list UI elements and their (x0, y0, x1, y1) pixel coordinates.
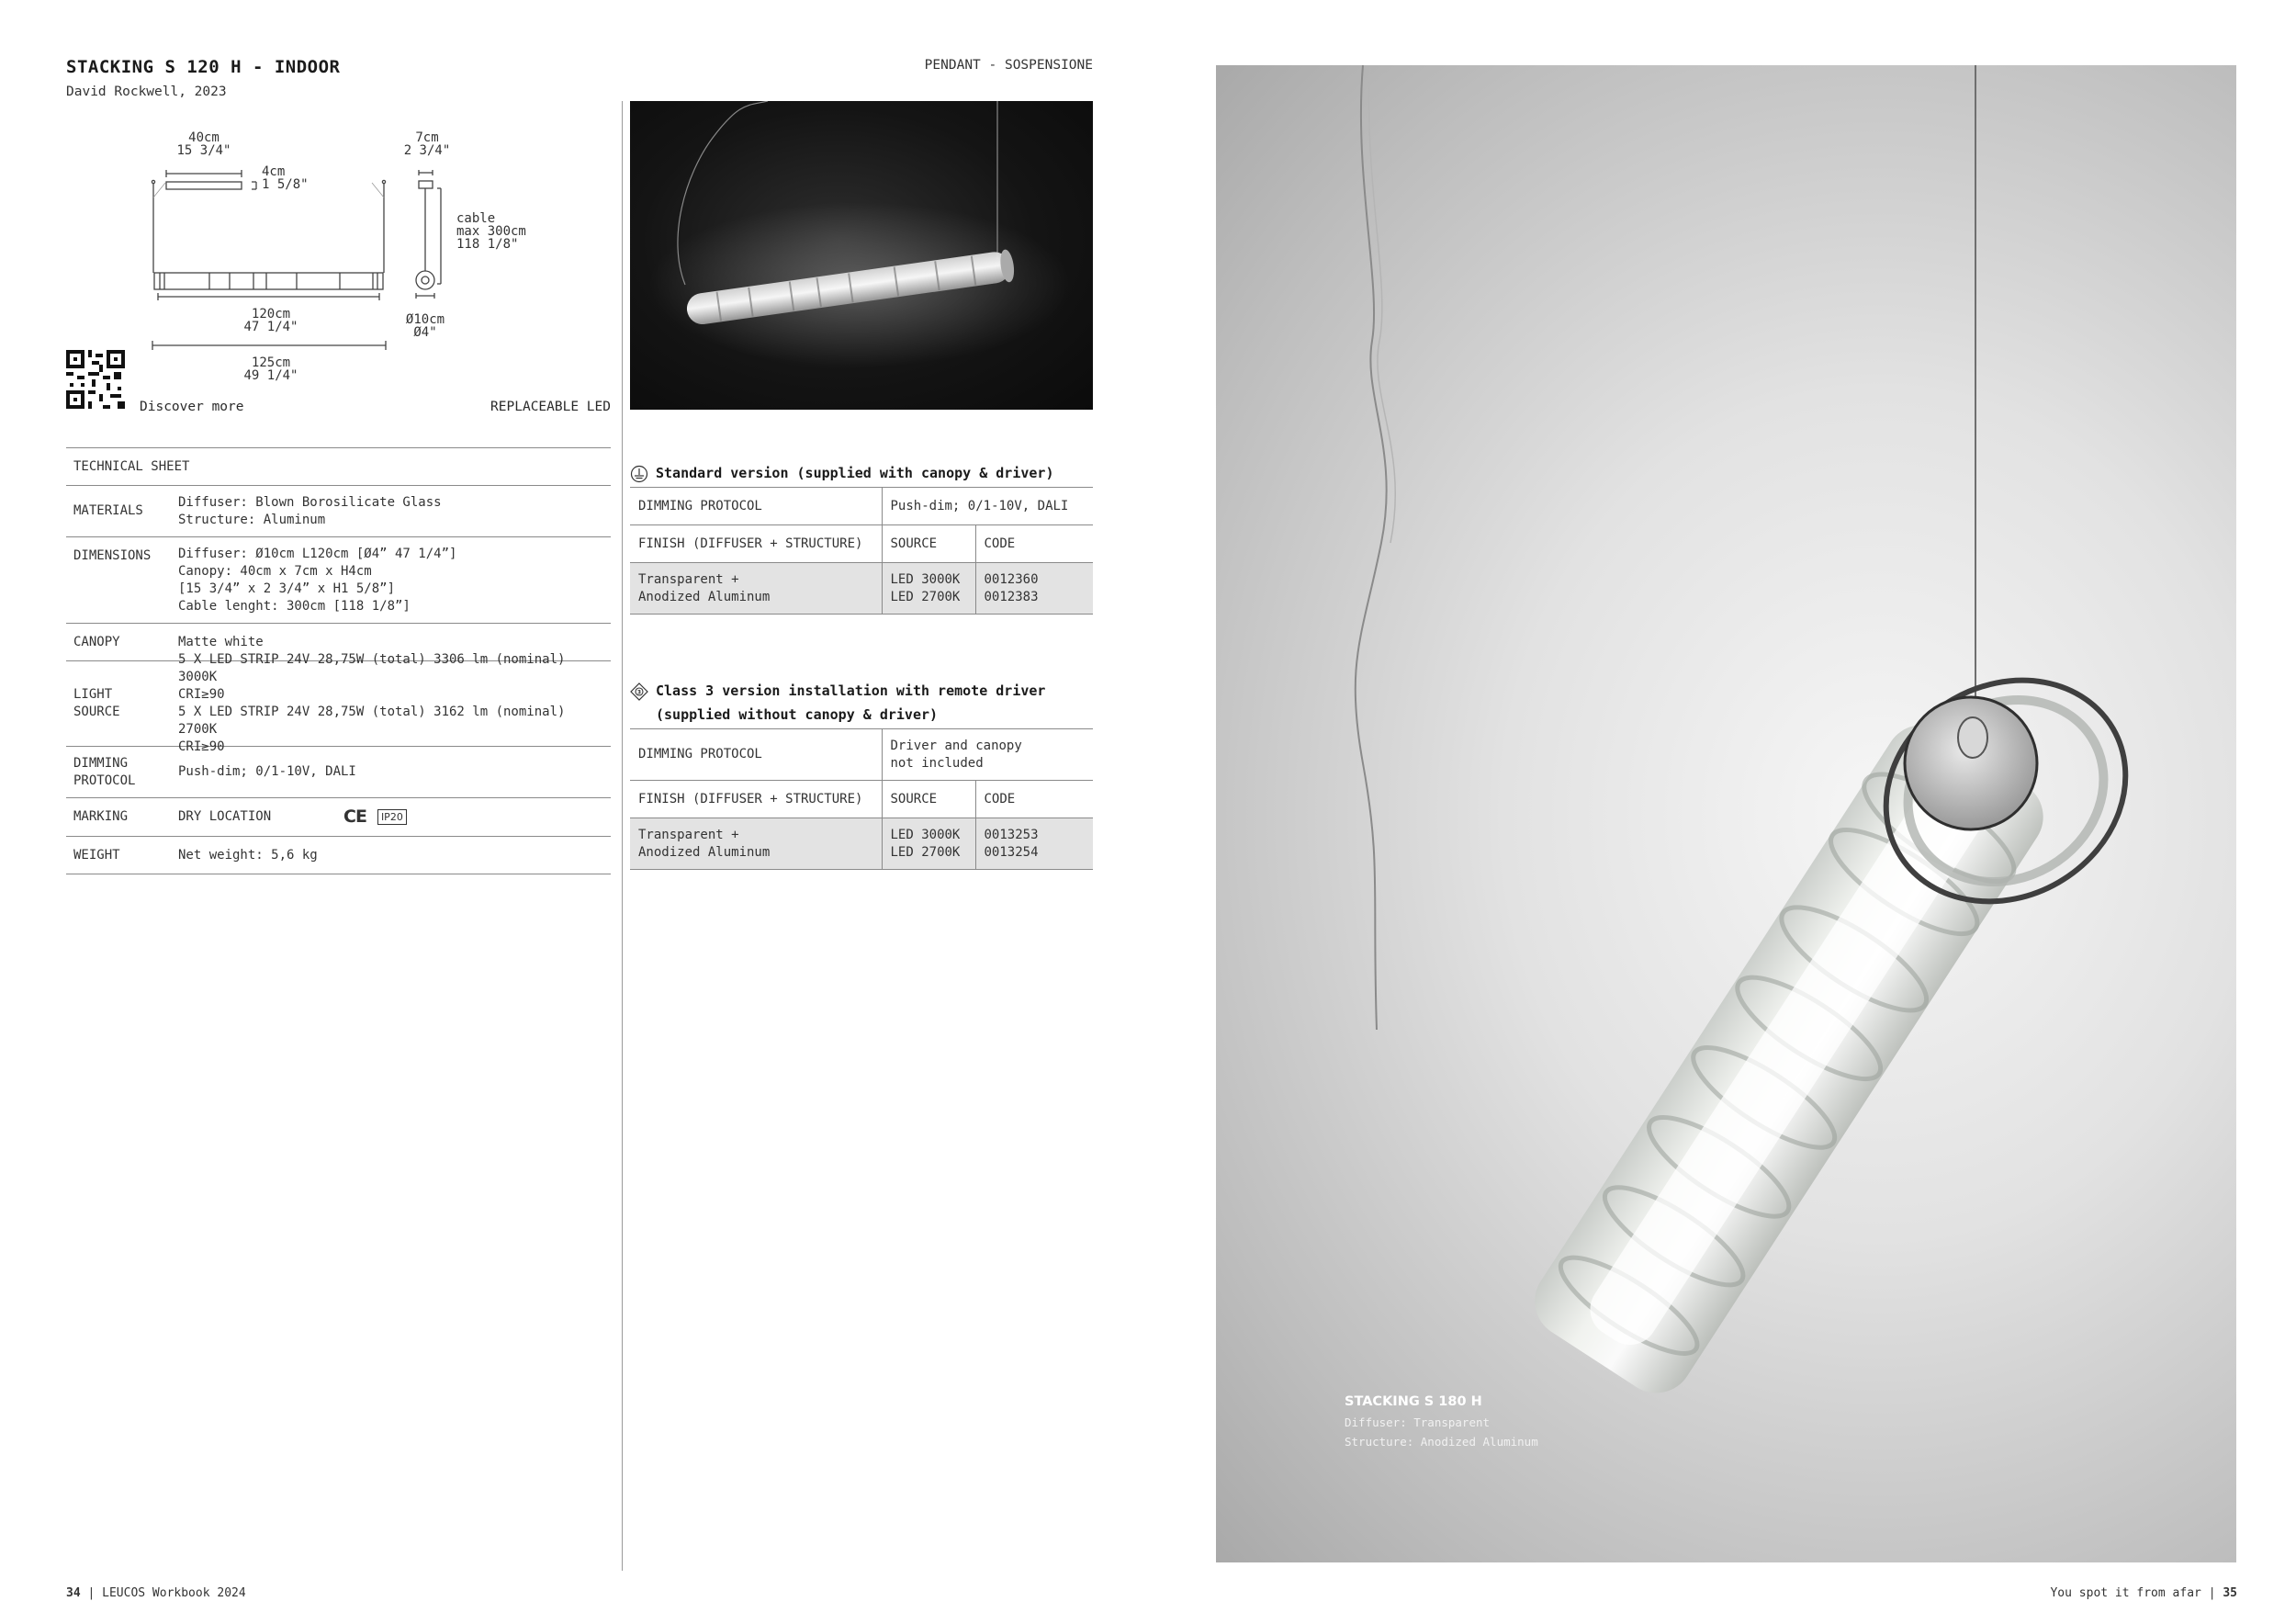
diffuser-length-label: 120cm 47 1/4" (243, 307, 298, 334)
product-author: David Rockwell, 2023 (66, 85, 227, 99)
table-row (630, 818, 1093, 870)
tech-row-light-source (66, 652, 611, 754)
standard-version-table (630, 487, 1093, 615)
product-title: STACKING S 120 H - INDOOR (66, 57, 341, 77)
tech-value (178, 747, 611, 797)
class3-icon (630, 682, 648, 701)
replaceable-led-label: REPLACEABLE LED (490, 400, 611, 414)
tech-line: Diffuser: Blown Borosilicate Glass (178, 494, 442, 510)
tech-value (178, 537, 611, 623)
total-length-label: 125cm 49 1/4" (243, 355, 298, 383)
tech-value (178, 798, 611, 836)
class3-icon-glyph: 3 (636, 689, 642, 696)
tech-line: 5 X LED STRIP 24V 28,75W (total) 3306 lm (nominal) 3000K (178, 652, 566, 684)
table-row (630, 729, 1093, 781)
class3-version-title (630, 682, 1045, 723)
footer-left (66, 1586, 246, 1600)
canopy-driver-icon (630, 465, 648, 483)
tech-sheet-heading-row (66, 447, 611, 485)
tech-value (178, 652, 611, 754)
canopy-depth-label: 7cm 2 3/4" (403, 130, 451, 158)
table-header-source: SOURCE (882, 781, 975, 818)
table-cell: Push-dim; 0/1-10V, DALI (882, 488, 1093, 525)
tech-value (178, 486, 611, 536)
footer-right (1947, 1586, 2237, 1600)
caption-diffuser: Diffuser: Transparent (1345, 1415, 1491, 1429)
class3-title-line2: (supplied without canopy & driver) (656, 706, 939, 723)
tech-label: WEIGHT (73, 847, 120, 863)
table-cell: Transparent + Anodized Aluminum (630, 563, 882, 615)
table-cell: Driver and canopy not included (882, 729, 1093, 781)
tech-line: Matte white (178, 634, 264, 649)
tech-value (178, 837, 611, 874)
canopy-height-label: 4cm 1 5/8" (262, 164, 309, 192)
footer-right-text: You spot it from afar (2050, 1586, 2201, 1600)
caption-structure: Structure: Anodized Aluminum (1345, 1435, 1538, 1449)
tech-line: Diffuser: Ø10cm L120cm [Ø4” 47 1/4”] (178, 546, 457, 561)
table-row (630, 781, 1093, 818)
tech-line: Net weight: 5,6 kg (178, 847, 318, 863)
standard-version-title (630, 465, 1053, 483)
tech-label: CANOPY (73, 634, 120, 649)
class3-title-line1: Class 3 version installation with remote driver (656, 682, 1046, 699)
qr-code[interactable] (66, 350, 125, 409)
technical-sheet (66, 447, 611, 874)
table-cell: DIMMING PROTOCOL (630, 488, 882, 525)
tech-label: MATERIALS (73, 503, 143, 518)
canopy-width-label: 40cm 15 3/4" (176, 130, 231, 158)
table-cell: DIMMING PROTOCOL (630, 729, 882, 781)
tech-line: Push-dim; 0/1-10V, DALI (178, 764, 356, 779)
class3-version-table (630, 728, 1093, 870)
tech-label: DIMENSIONS (73, 548, 152, 563)
tech-row-marking (66, 797, 611, 836)
tech-line: DRY LOCATION (178, 809, 272, 824)
table-row (630, 563, 1093, 615)
ce-mark-icon: CE (343, 806, 366, 827)
page-number-left: 34 (66, 1586, 81, 1600)
tech-label: MARKING (73, 809, 129, 824)
table-cell: LED 3000K LED 2700K (882, 818, 975, 870)
table-header-source: SOURCE (882, 525, 975, 563)
table-cell: LED 3000K LED 2700K (882, 563, 975, 615)
diameter-label: Ø10cm Ø4" (405, 312, 445, 340)
table-row (630, 488, 1093, 525)
tech-line: CRI≥90 (178, 687, 225, 702)
table-cell: 0012360 0012383 (975, 563, 1093, 615)
tech-line: Canopy: 40cm x 7cm x H4cm (178, 563, 372, 579)
tech-line: Structure: Aluminum (178, 512, 326, 527)
footer-left-text: LEUCOS Workbook 2024 (102, 1586, 246, 1600)
tech-sheet-heading: TECHNICAL SHEET (73, 458, 190, 474)
caption-product-name: STACKING S 180 H (1345, 1394, 1482, 1409)
footer-separator: | (2208, 1586, 2216, 1600)
tech-row-materials (66, 485, 611, 536)
column-divider (622, 101, 623, 1571)
tech-line: 5 X LED STRIP 24V 28,75W (total) 3162 lm (nominal) 2700K (178, 705, 566, 737)
tech-label: LIGHT SOURCE (73, 687, 120, 719)
cable-length-label: cable max 300cm 118 1/8" (456, 211, 526, 252)
table-row (630, 525, 1093, 563)
product-photo-dark (630, 101, 1093, 410)
tech-line: [15 3/4” x 2 3/4” x H1 5/8”] (178, 581, 396, 596)
tech-line: CRI≥90 (178, 739, 225, 754)
table-header-finish: FINISH (DIFFUSER + STRUCTURE) (630, 781, 882, 818)
table-header-code: CODE (975, 525, 1093, 563)
product-photo-large (1216, 65, 2236, 1562)
ip-rating-badge: IP20 (377, 809, 407, 825)
page-number-right: 35 (2223, 1586, 2237, 1600)
tech-line: Cable lenght: 300cm [118 1/8”] (178, 598, 411, 614)
standard-version-title-text: Standard version (supplied with canopy & driver) (656, 465, 1054, 481)
product-category: PENDANT - SOSPENSIONE (924, 58, 1093, 73)
table-cell: Transparent + Anodized Aluminum (630, 818, 882, 870)
tech-row-dimming (66, 746, 611, 797)
tech-row-weight (66, 836, 611, 874)
table-cell: 0013253 0013254 (975, 818, 1093, 870)
tech-label: DIMMING PROTOCOL (73, 755, 136, 788)
table-header-finish: FINISH (DIFFUSER + STRUCTURE) (630, 525, 882, 563)
footer-separator: | (87, 1586, 96, 1600)
tech-row-dimensions (66, 536, 611, 623)
table-header-code: CODE (975, 781, 1093, 818)
discover-more-link[interactable]: Discover more (140, 400, 244, 414)
